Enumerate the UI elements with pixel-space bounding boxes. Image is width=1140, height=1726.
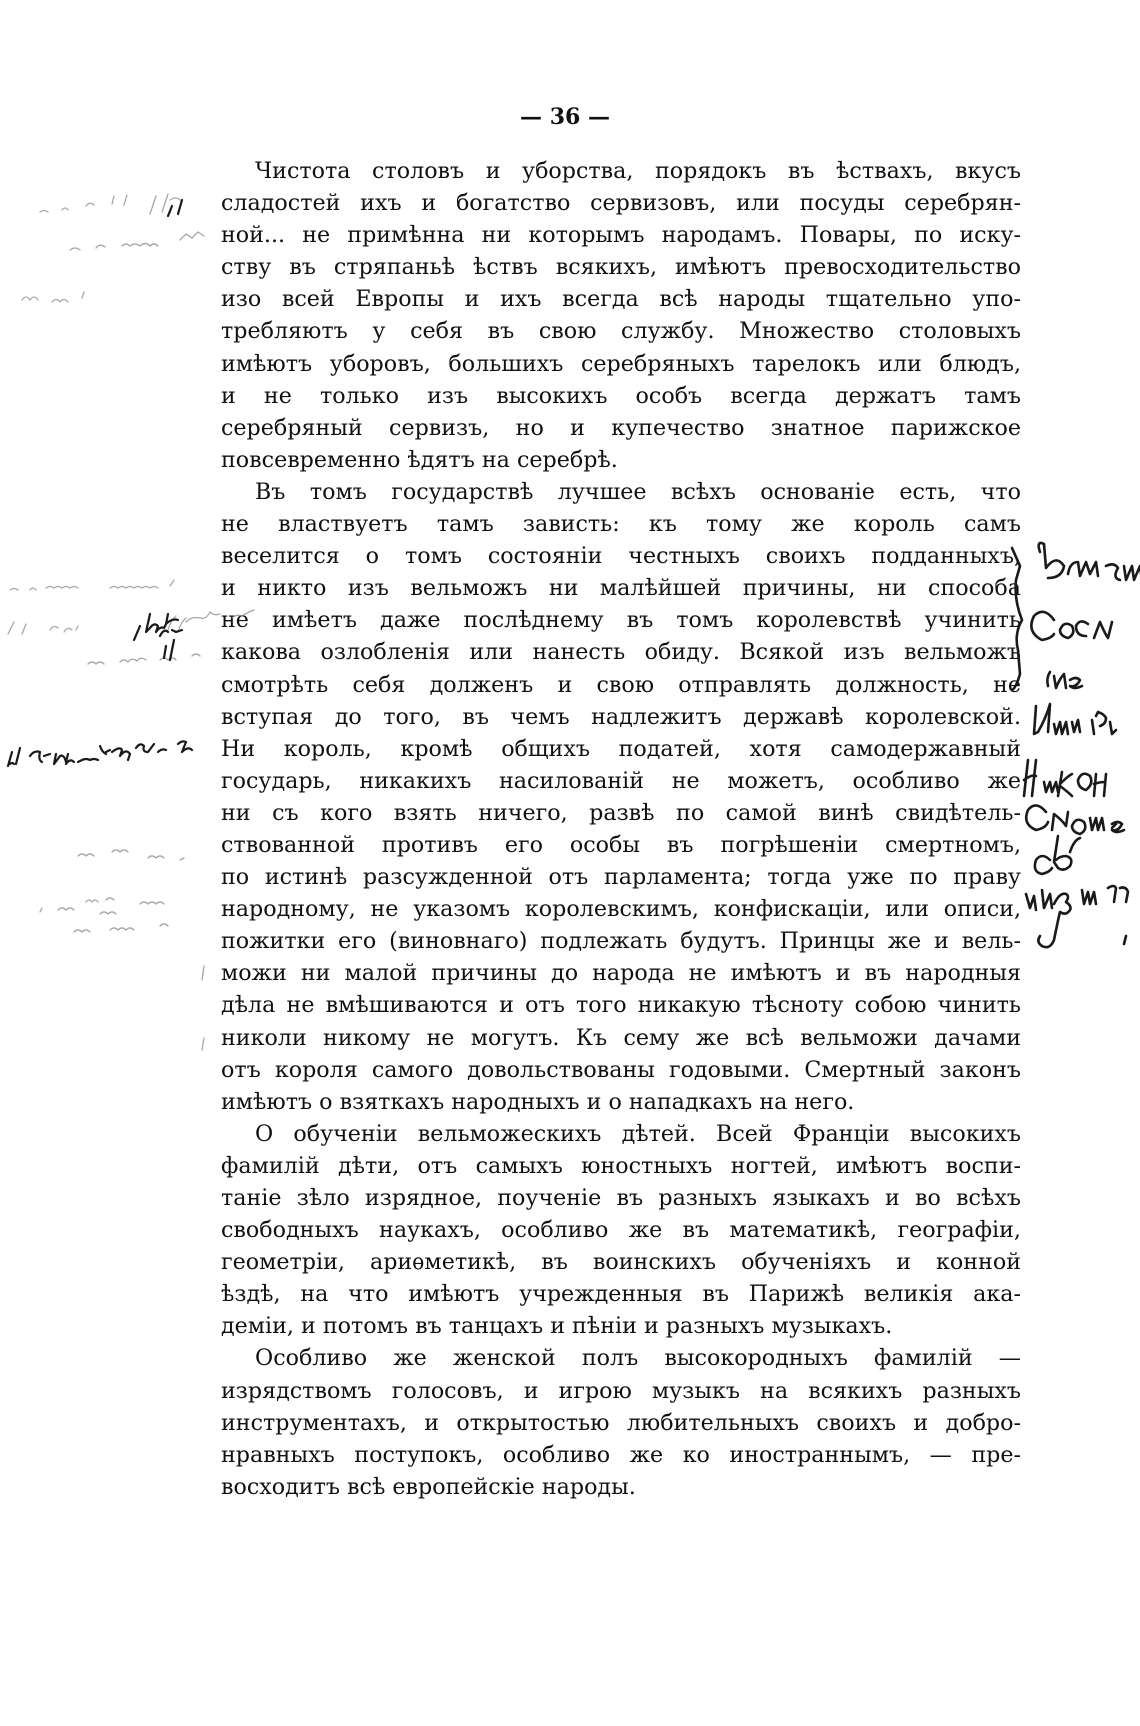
text-line: дѣла не вмѣшиваются и отъ того никакую тѣсноту собою чинить [221,992,1021,1019]
text-line: какова озлобленія или нанесть обиду. Всякой изъ вельможъ [221,639,1021,666]
text-line: имѣютъ о взяткахъ народныхъ и о нападкахъ на него. [221,1088,855,1115]
right-margin-pen-notes [1012,543,1140,947]
text-line: изрядствомъ голосовъ, и игрою музыкъ на всякихъ разныхъ [221,1377,1021,1404]
text-line: смотрѣть себя долженъ и свою отправлять должность, не [221,671,1021,698]
text-line: народному, не указомъ королевскимъ, конфискаціи, или описи, [221,896,1021,923]
text-line: инструментахъ, и открытостью любительныхъ своихъ и добро- [221,1409,1021,1436]
text-line: не имѣетъ даже послѣднему въ томъ королевствѣ учинить [221,607,1021,634]
text-line: пожитки его (виновнаго) подлежать будутъ. Принцы же и вель- [221,928,1021,955]
text-line: и не только изъ высокихъ особъ всегда держатъ тамъ [221,382,1021,409]
text-line: деміи, и потомъ въ танцахъ и пѣніи и разныхъ музыкахъ. [221,1313,893,1340]
text-line: имѣютъ уборовъ, большихъ серебряныхъ тарелокъ или блюдъ, [221,350,1021,377]
text-line: нравныхъ поступокъ, особливо же ко иностраннымъ, — пре- [221,1441,1021,1468]
text-line: можи ни малой причины до народа не имѣютъ и въ народныя [221,960,1021,987]
left-margin-pen-notes [8,200,192,766]
text-line: отъ короля самого довольствованы годовыми. Смертный законъ [221,1056,1021,1083]
text-line: серебряный сервизъ, но и купечество знатное парижское [221,414,1021,441]
text-line: требляютъ у себя въ свою службу. Множество столовыхъ [221,318,1021,345]
text-line: ной... не примѣнна ни которымъ народамъ. Повары, по иску- [221,222,1021,249]
text-line: свободныхъ наукахъ, особливо же въ математикѣ, географіи, [221,1217,1021,1244]
text-line: ству въ стряпаньѣ ѣствъ всякихъ, имѣютъ превосходительство [221,254,1021,281]
text-line: Чистота столовъ и уборства, порядокъ въ ѣствахъ, вкусъ [255,158,1021,184]
text-line: изо всей Европы и ихъ всегда всѣ народы тщательно упо- [221,286,1021,313]
text-line: таніе зѣло изрядное, поученіе въ разныхъ языкахъ и во всѣхъ [221,1185,1021,1211]
text-line: николи никому не могутъ. Къ сему же всѣ вельможи дачами [221,1024,1021,1051]
text-line: повсевременно ѣдятъ на серебрѣ. [221,446,618,473]
text-line: ни съ кого взять ничего, развѣ по самой винѣ свидѣтель- [221,799,1021,826]
text-line: геометріи, ариѳметикѣ, въ воинскихъ обученіяхъ и конной [221,1249,1021,1276]
text-line: государь, никакихъ насилованій не можетъ, особливо же [221,767,1021,794]
text-line: по истинѣ разсужденной отъ парламента; тогда уже по праву [221,864,1021,891]
text-line: вступая до того, въ чемъ надлежитъ державѣ королевской. [221,703,1021,730]
body-text [221,155,1021,1503]
text-line: Въ томъ государствѣ лучшее всѣхъ основаніе есть, что [255,478,1021,505]
text-line: О обученіи вельможескихъ дѣтей. Всей Франціи высокихъ [255,1120,1021,1147]
text-line: и никто изъ вельможъ ни малѣйшей причины, ни способа [221,575,1021,602]
page-number: — 36 — [520,104,610,130]
text-line: не властвуетъ тамъ зависть: къ тому же король самъ [221,511,1021,538]
text-line: ствованной противъ его особы въ погрѣшеніи смертномъ, [221,831,1021,858]
text-line: сладостей ихъ и богатство сервизовъ, или посуды серебрян- [221,190,1021,217]
left-margin-pencil-notes [8,194,254,1050]
text-line: Ни король, кромѣ общихъ податей, хотя самодержавный [221,735,1021,762]
text-line: фамилій дѣти, отъ самыхъ юностныхъ ногтей, имѣютъ воспи- [221,1152,1021,1179]
text-line: восходитъ всѣ европейскіе народы. [221,1473,636,1500]
text-line: Особливо же женской полъ высокородныхъ фамилій — [255,1345,1021,1372]
text-line: веселится о томъ состояніи честныхъ своихъ подданныхъ, [221,543,1021,570]
text-line: ѣздѣ, на что имѣютъ учрежденныя въ Парижѣ великія ака- [221,1281,1021,1308]
